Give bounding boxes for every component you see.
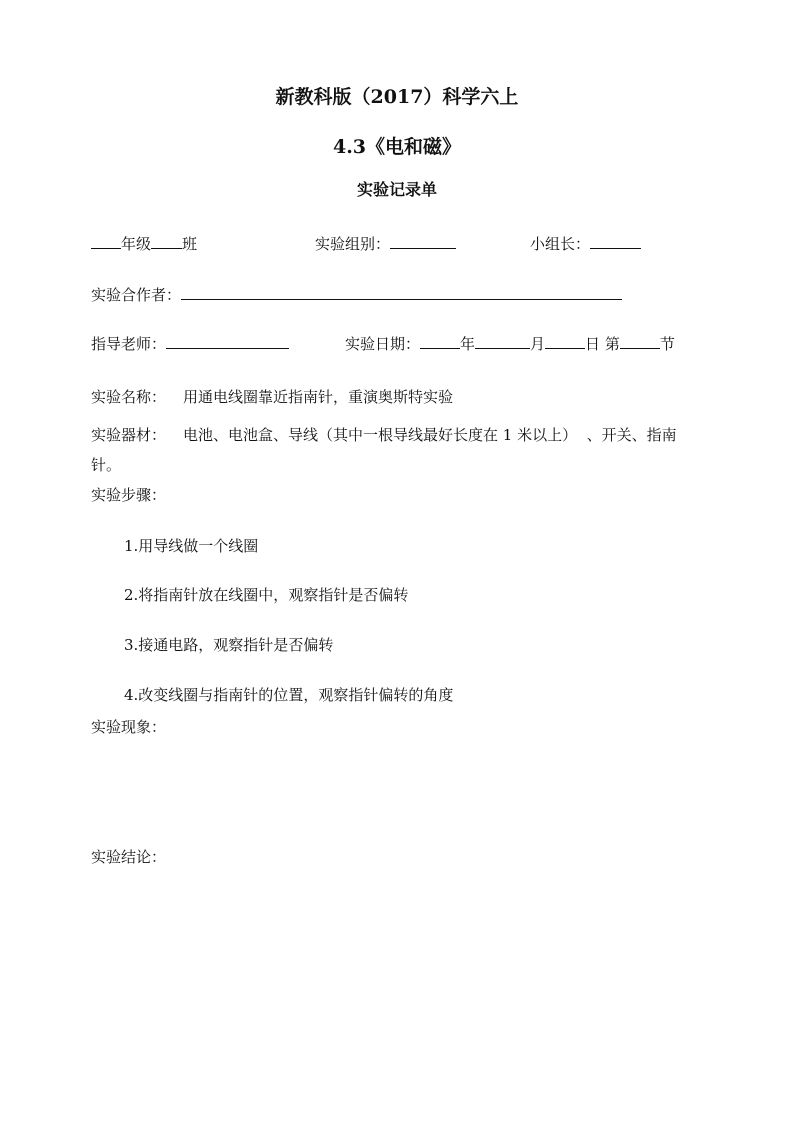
experiment-name-label: 实验名称： [91,388,167,406]
year-blank[interactable] [420,332,460,349]
lesson-title: 4.3《电和磁》 [332,136,462,158]
group-field [315,232,456,254]
step-item: 3.接通电路，观察指针是否偏转 [124,636,334,654]
class-label: 班 [182,235,198,253]
grade-blank[interactable] [91,232,121,249]
materials-label: 实验器材： [91,426,167,444]
materials-value: 电池、电池盒、导线（其中一根导线最好长度在 1 米以上） 、开关、指南 [183,426,677,444]
group-label: 实验组别： [315,235,391,253]
leader-label: 小组长： [530,235,591,253]
materials-continuation: 针。 [91,456,122,474]
date-field [345,332,675,354]
month-label: 月 [530,335,546,353]
day-label: 日 [585,335,601,353]
sheet-subtitle: 实验记录单 [356,180,437,199]
teacher-blank[interactable] [166,332,289,349]
month-blank[interactable] [475,332,530,349]
period-suffix: 节 [659,335,675,353]
teacher-field [91,332,289,354]
year-label: 年 [460,335,476,353]
grade-class-field [91,232,197,254]
partner-field [91,283,622,305]
grade-label: 年级 [121,235,152,253]
steps-label: 实验步骤： [91,486,167,504]
step-item: 1.用导线做一个线圈 [124,537,259,555]
date-label: 实验日期： [345,335,421,353]
phenomenon-label: 实验现象： [91,718,167,736]
step-item: 4.改变线圈与指南针的位置，观察指针偏转的角度 [124,686,454,704]
partner-label: 实验合作者： [91,286,182,304]
document-title: 新教科版（2017）科学六上 [275,86,519,108]
leader-field [530,232,641,254]
experiment-name-value: 用通电线圈靠近指南针，重演奥斯特实验 [183,388,454,406]
period-prefix: 第 [604,335,620,353]
step-item: 2.将指南针放在线圈中，观察指针是否偏转 [124,586,409,604]
class-blank[interactable] [151,232,182,249]
conclusion-label: 实验结论： [91,848,167,866]
group-blank[interactable] [390,232,456,249]
period-blank[interactable] [620,332,660,349]
leader-blank[interactable] [590,232,641,249]
partner-blank[interactable] [181,283,622,300]
teacher-label: 指导老师： [91,335,167,353]
day-blank[interactable] [545,332,585,349]
